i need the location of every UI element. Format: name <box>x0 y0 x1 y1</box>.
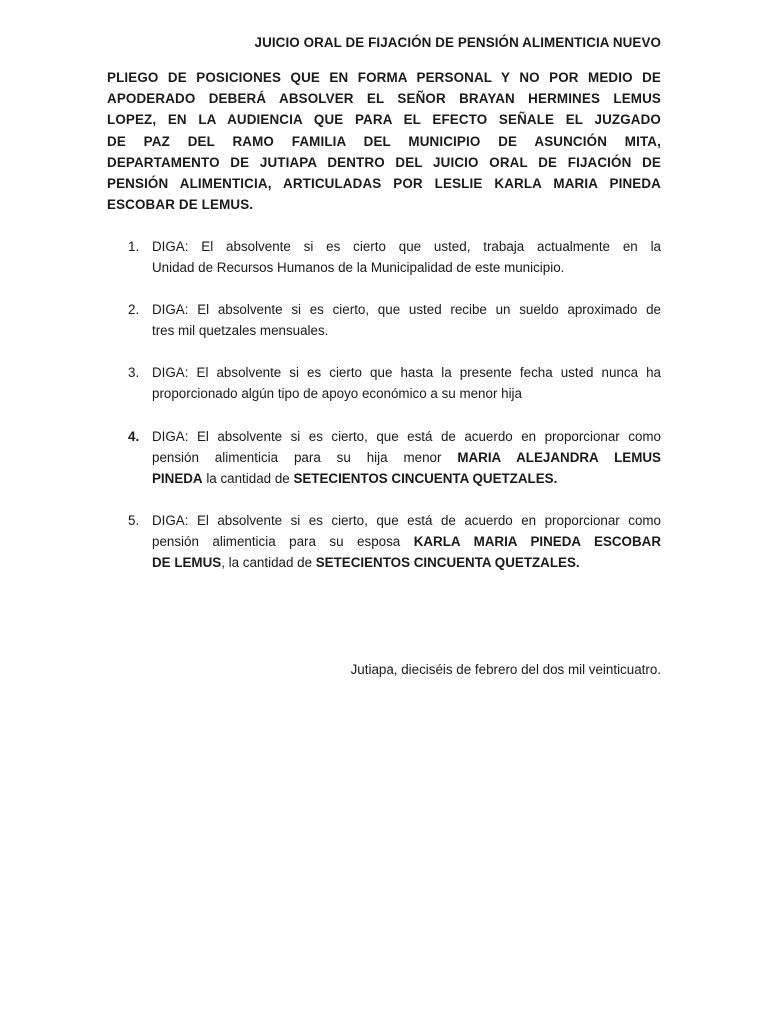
question-number: 4. <box>128 429 140 444</box>
question-text-plain: pensión alimenticia para su hija menor <box>152 450 458 466</box>
question-number: 5. <box>128 513 140 528</box>
question-line <box>152 552 661 573</box>
question-text <box>152 510 661 574</box>
question-text-plain: la cantidad de <box>202 471 294 487</box>
intro-line: APODERADO DEBERÁ ABSOLVER EL SEÑOR BRAYAN HERMINES LEMUS <box>107 91 661 107</box>
question-line: DIGA: El absolvente si es cierto, que usted recibe un sueldo aproximado de <box>152 302 661 317</box>
question-line: DIGA: El absolvente si es cierto que hasta la presente fecha usted nunca ha <box>152 365 661 380</box>
question-number: 3. <box>128 365 140 380</box>
intro-paragraph <box>107 67 661 215</box>
question-line <box>152 468 661 489</box>
question-line: proporcionado algún tipo de apoyo económico a su menor hija <box>152 386 522 402</box>
question-text <box>152 299 661 341</box>
amount-text: SETECIENTOS CINCUENTA QUETZALES. <box>315 555 580 571</box>
question-text-plain: pensión alimenticia para su esposa <box>152 534 414 550</box>
question-number: 1. <box>128 239 140 254</box>
question-number: 2. <box>128 302 140 317</box>
intro-line: DE PAZ DEL RAMO FAMILIA DEL MUNICIPIO DE ASUNCIÓN MITA, <box>107 133 661 149</box>
question-line: DIGA: El absolvente si es cierto que usted, trabaja actualmente en la <box>152 239 661 254</box>
question-line: DIGA: El absolvente si es cierto, que está de acuerdo en proporcionar como <box>152 429 661 444</box>
intro-line: DEPARTAMENTO DE JUTIAPA DENTRO DEL JUICIO ORAL DE FIJACIÓN DE <box>107 154 661 170</box>
question-line <box>152 531 661 552</box>
question-line: tres mil quetzales mensuales. <box>152 323 329 339</box>
question-text <box>152 362 661 404</box>
amount-text: SETECIENTOS CINCUENTA QUETZALES. <box>293 471 558 487</box>
spouse-surname: DE LEMUS <box>152 555 222 571</box>
question-text <box>152 236 661 278</box>
question-line <box>152 447 661 468</box>
question-line: DIGA: El absolvente si es cierto, que está de acuerdo en proporcionar como <box>152 513 661 528</box>
child-name: MARIA ALEJANDRA LEMUS <box>457 450 661 466</box>
question-line: Unidad de Recursos Humanos de la Municipalidad de este municipio. <box>152 260 565 276</box>
child-surname: PINEDA <box>152 471 203 487</box>
intro-line: PENSIÓN ALIMENTICIA, ARTICULADAS POR LESLIE KARLA MARIA PINEDA <box>107 176 661 192</box>
date-signature-line: Jutiapa, dieciséis de febrero del dos mil veinticuatro. <box>350 662 661 677</box>
spouse-name: KARLA MARIA PINEDA ESCOBAR <box>413 534 661 550</box>
intro-line: PLIEGO DE POSICIONES QUE EN FORMA PERSONAL Y NO POR MEDIO DE <box>107 70 661 85</box>
intro-line: LOPEZ, EN LA AUDIENCIA QUE PARA EL EFECTO SEÑALE EL JUZGADO <box>107 112 661 128</box>
intro-line: ESCOBAR DE LEMUS. <box>107 197 254 213</box>
document-title: JUICIO ORAL DE FIJACIÓN DE PENSIÓN ALIMENTICIA NUEVO <box>254 35 661 50</box>
question-text <box>152 426 661 490</box>
question-text-plain: , la cantidad de <box>221 555 316 571</box>
